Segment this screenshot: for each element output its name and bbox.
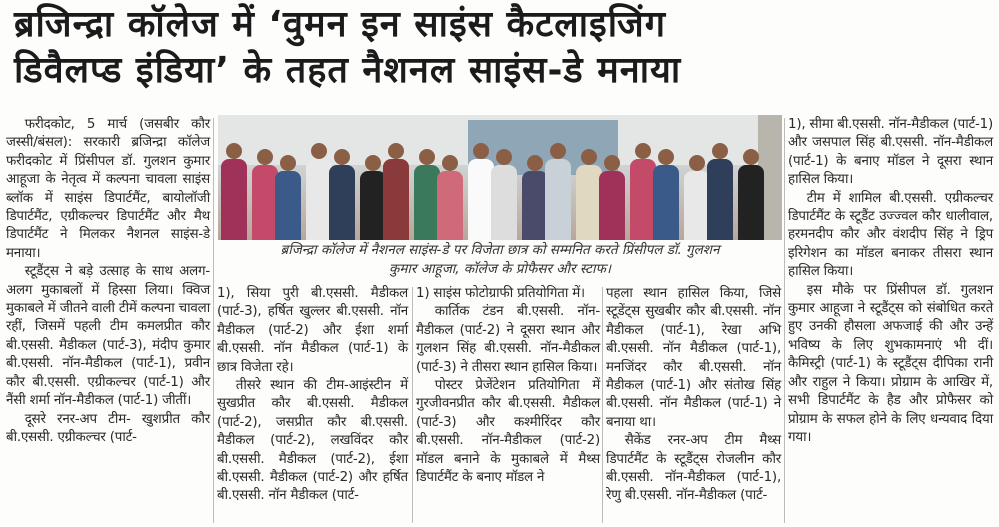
paragraph: पहला स्थान हासिल किया, जिसे स्टूडेंट्स सुखबीर कौर बी.एससी. नॉन मैडीकल (पार्ट-1), रेखा अभि बी.एससी. नॉन मैडीकल (पार्ट-1), मनजिंदर कौर बी.एससी. नॉन मैडीकल (पार्ट-1) और संतोख सिंह बी.एससी. नॉन मैडीकल (पार्ट-1) ने बनाया था। bbox=[606, 286, 781, 430]
person-head bbox=[527, 155, 543, 171]
person-figure bbox=[491, 165, 517, 240]
person-figure bbox=[707, 159, 733, 240]
person-figure bbox=[599, 171, 625, 240]
paragraph: दूसरे रनर-अप टीम- खुशप्रीत कौर बी.एससी. एग्रीकल्चर (पार्ट- bbox=[6, 411, 210, 445]
person-figure bbox=[576, 165, 602, 240]
person-head bbox=[226, 143, 242, 159]
person-head bbox=[419, 149, 435, 165]
person-head bbox=[473, 143, 489, 159]
column-divider bbox=[602, 287, 603, 523]
person-head bbox=[550, 143, 566, 159]
person-figure bbox=[630, 159, 656, 240]
paragraph: कार्तिक टंडन बी.एससी. नॉन-मैडीकल (पार्ट-2) ने दूसरा स्थान और गुलशन सिंह बी.एससी. नॉन-मैडीकल (पार्ट-3) ने तीसरा स्थान हासिल किया। bbox=[416, 304, 600, 375]
column-divider bbox=[412, 287, 413, 523]
paragraph: इस मौके पर प्रिंसीपल डॉ. गुलशन कुमार आहूजा ने स्टूडैंट्स को संबोधित करते हुए उनकी हौसला अफजाई की और उन्हें भविष्य के लिए शुभकामनाएं भी दीं। कैमिस्ट्री (पार्ट-1) के स्टूडैंट्स दीपिका रानी और राहुल ने किया। प्रोग्राम के आखिर में, सभी डिपार्टमैंट के हैड और प्रोफैसर को प्रोग्राम के सफल होने के लिए धन्यवाद दिया गया। bbox=[788, 282, 993, 445]
paragraph: तीसरे स्थान की टीम-आइंस्टीन में सुखप्रीत कौर बी.एससी. मैडीकल (पार्ट-2), जसप्रीत कौर बी.एससी. मैडीकल (पार्ट-2), लखविंदर कौर बी.एससी. मैडीकल (पार्ट-2), ईशा बी.एससी. मैडीकल (पार्ट-2) और हर्षित बी.एससी. नॉन मैडीकल (पार्ट- bbox=[217, 378, 408, 504]
headline bbox=[14, 2, 989, 94]
person-head bbox=[712, 143, 728, 159]
person-head bbox=[365, 155, 381, 171]
article-column-5 bbox=[788, 116, 993, 447]
paragraph: पोस्टर प्रेजेंटेशन प्रतियोगिता में गुरजीवनप्रीत कौर बी.एससी. मैडीकल (पार्ट-3) और कश्मीरिंदर कौर बी.एससी. नॉन-मैडीकल (पार्ट-2) मॉडल बनाने के मुकाबले में मैथ्स डिपार्टमैंट के बनाए मॉडल ने bbox=[416, 378, 600, 486]
person-head bbox=[689, 155, 705, 171]
person-figure bbox=[360, 171, 386, 240]
person-head bbox=[496, 149, 512, 165]
paragraph: स्टूडैंट्स ने बड़े उत्साह के साथ अलग-अलग मुकाबलों में हिस्सा लिया। क्विज मुकाबले में जीतने वाली टीमें कल्पना चावला रहीं, जिसमें पहली टीम कमलप्रीत कौर बी.एससी. मैडीकल (पार्ट-3), मंदीप कुमार बी.एससी. नॉन-मैडीकल (पार्ट-1), प्रवीन कौर बी.एससी. एग्रीकल्चर (पार्ट-1) और नैंसी शर्मा नॉन-मैडीकल (पार्ट-1) जीतीं। bbox=[6, 264, 210, 409]
person-head bbox=[388, 143, 404, 159]
article-column-1 bbox=[6, 116, 210, 447]
person-figure bbox=[306, 159, 332, 240]
paragraph: 1), सीमा बी.एससी. नॉन-मैडीकल (पार्ट-1) और जसपाल सिंह बी.एससी. नॉन-मैडीकल (पार्ट-1) के बनाए मॉडल ने दूसरा स्थान हासिल किया। bbox=[788, 117, 993, 188]
paragraph: 1), सिया पुरी बी.एससी. मैडीकल (पार्ट-3), हर्षित खुल्लर बी.एससी. नॉन मैडीकल (पार्ट-2) और ईशा शर्मा बी.एससी. नॉन मैडीकल (पार्ट-1) के छात्र विजेता रहे। bbox=[217, 286, 408, 375]
person-head bbox=[280, 155, 296, 171]
photo-caption bbox=[218, 241, 782, 279]
paragraph: सैकेंड रनर-अप टीम मैथ्स डिपार्टमैंट के स्टूडैंट्स रोजलीन कौर बी.एससी. नॉन-मैडीकल (पार्ट-1), रेणु बी.एससी. नॉन-मैडीकल (पार्ट- bbox=[606, 433, 781, 504]
person-head bbox=[334, 149, 350, 165]
person-figure bbox=[468, 159, 494, 240]
person-figure bbox=[329, 165, 355, 240]
person-figure bbox=[545, 159, 571, 240]
person-figure bbox=[684, 171, 710, 240]
person-head bbox=[604, 155, 620, 171]
column-divider bbox=[213, 118, 214, 523]
person-head bbox=[311, 143, 327, 159]
person-head bbox=[658, 149, 674, 165]
person-figure bbox=[522, 171, 548, 240]
person-figure bbox=[383, 159, 409, 240]
person-figure bbox=[275, 171, 301, 240]
person-head bbox=[442, 155, 458, 171]
person-figure bbox=[252, 165, 278, 240]
article-column-4 bbox=[606, 285, 781, 506]
person-head bbox=[635, 143, 651, 159]
person-figure bbox=[414, 165, 440, 240]
person-figure bbox=[221, 159, 247, 240]
article-column-3 bbox=[416, 285, 600, 487]
caption-line-2: कुमार आहूजा, कॉलेज के प्रोफैसर और स्टाफ। bbox=[388, 261, 612, 277]
article-column-2 bbox=[217, 285, 408, 506]
person-figure bbox=[653, 165, 679, 240]
group-photo bbox=[218, 115, 782, 240]
person-figure bbox=[738, 165, 764, 240]
headline-line-2: डिवैलप्ड इंडिया’ के तहत नैशनल साइंस-डे मनाया bbox=[14, 50, 682, 91]
column-divider bbox=[784, 118, 785, 523]
person-head bbox=[581, 149, 597, 165]
group-photo-image bbox=[218, 115, 782, 240]
person-head bbox=[257, 149, 273, 165]
person-figure bbox=[437, 171, 463, 240]
paragraph: फरीदकोट, 5 मार्च (जसबीर कौर जस्सी/बंसल): सरकारी ब्रजिन्द्रा कॉलेज फरीदकोट में प्रिंसीपल डॉ. गुलशन कुमार आहूजा के नेतृत्व में कल्पना चावला साइंस ब्लॉक में साइंस डिपार्टमैंट, बायोलॉजी डिपार्टमैंट, एग्रीकल्चर डिपार्टमैंट और मैथ डिपार्टमैंट ने मिलकर नैशनल साइंस-डे मनाया। bbox=[6, 117, 210, 261]
caption-line-1: ब्रजिन्द्रा कॉलेज में नैशनल साइंस-डे पर विजेता छात्र को सम्मनित करते प्रिंसीपल डॉ. गुलशन bbox=[280, 242, 720, 258]
paragraph: 1) साइंस फोटोग्राफी प्रतियोगिता में। bbox=[416, 286, 585, 301]
person-head bbox=[743, 149, 759, 165]
headline-line-1: ब्रजिन्द्रा कॉलेज में ‘वुमन इन साइंस कैटलाइजिंग bbox=[14, 4, 667, 45]
paragraph: टीम में शामिल बी.एससी. एग्रीकल्चर डिपार्टमैंट के स्टूडैंट उज्ज्वल कौर धालीवाल, हरमनदीप कौर और वंशदीप सिंह ने ड्रिप इरिगेशन का मॉडल बनाकर तीसरा स्थान हासिल किया। bbox=[788, 190, 993, 280]
